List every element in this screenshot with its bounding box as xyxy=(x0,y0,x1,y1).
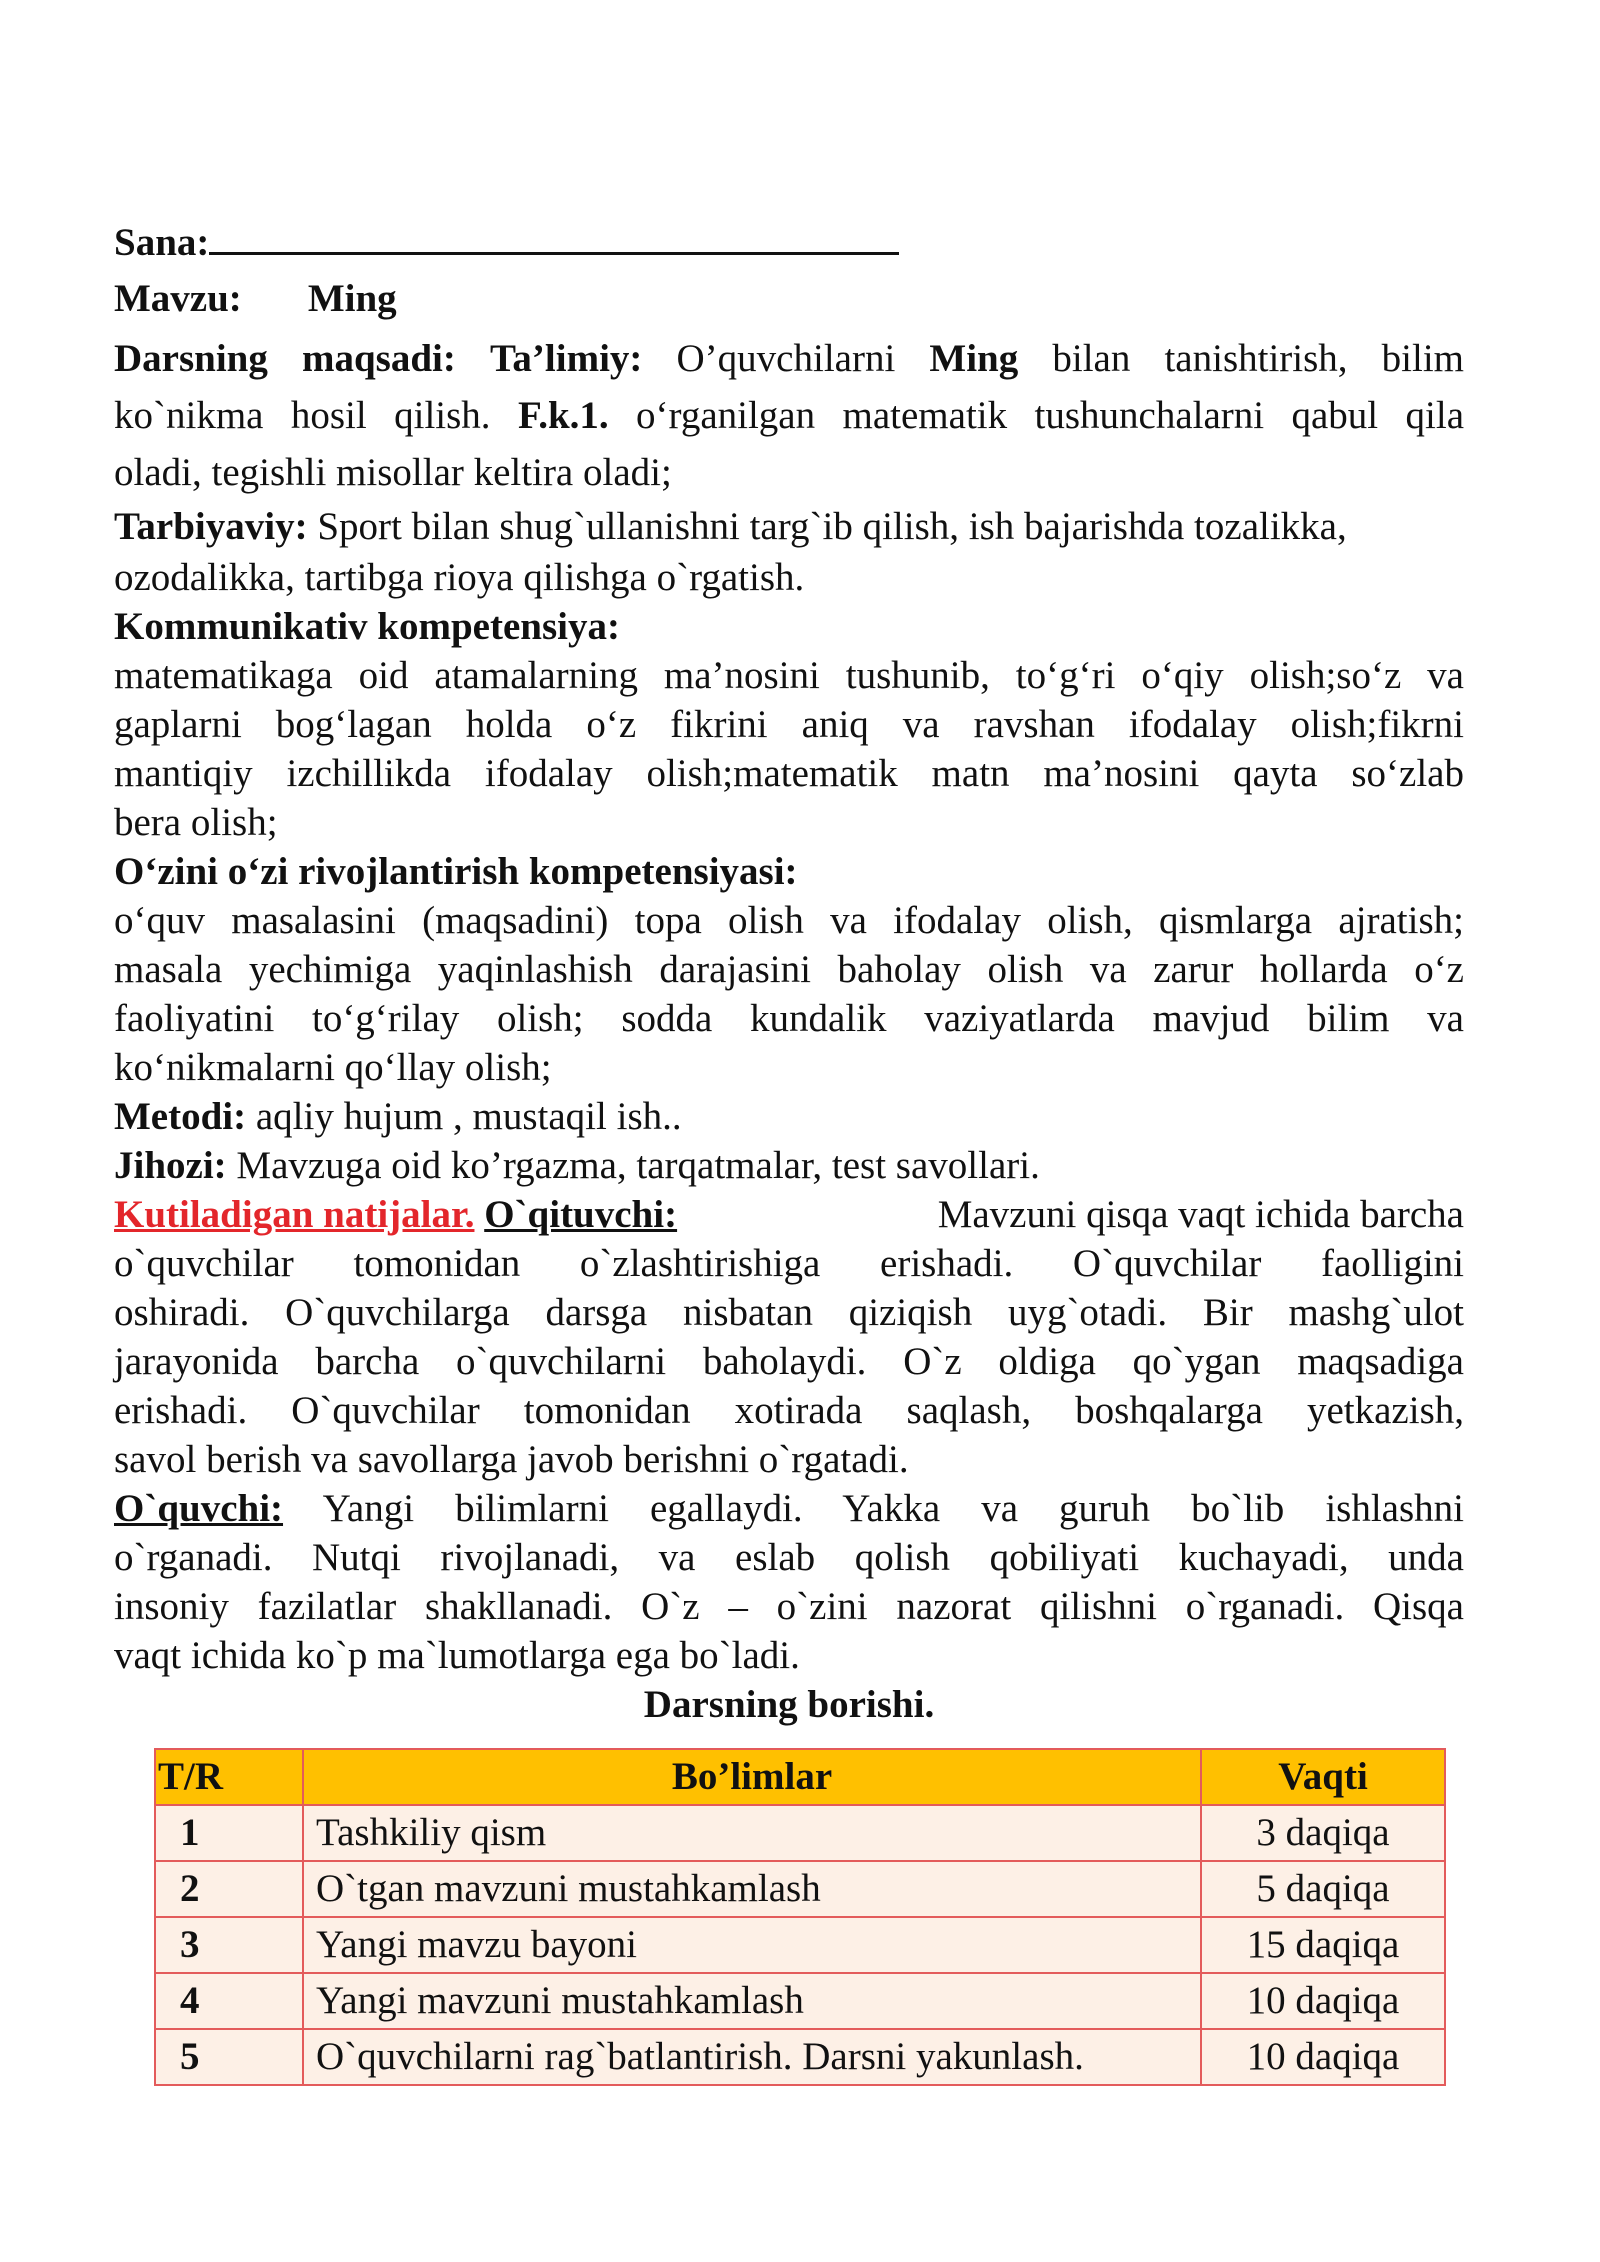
kommunikativ-heading xyxy=(114,602,1464,651)
ozini-line: faoliyatini to‘g‘rilay olish; sodda kundalik vaziyatlarda mavjud bilim va xyxy=(114,997,1464,1040)
table-header-row xyxy=(155,1749,1445,1805)
maqsad-bold-word: Ming xyxy=(929,337,1019,380)
lesson-plan-document xyxy=(114,218,1464,1729)
ozini-heading xyxy=(114,847,1464,896)
row-section: Yangi mavzu bayoni xyxy=(303,1917,1201,1973)
tarbiyaviy-text-1: Sport bilan shug`ullanishni targ`ib qilish, ish bajarishda tozalikka, xyxy=(317,505,1347,548)
row-time: 10 daqiqa xyxy=(1201,2029,1445,2085)
kommunikativ-line: bera olish; xyxy=(114,801,278,844)
maqsad-text-2: bilan tanishtirish, bilim xyxy=(1052,337,1465,380)
natijalar-label: Kutiladigan natijalar. xyxy=(114,1193,475,1236)
row-number: 1 xyxy=(155,1805,303,1861)
column-header: T/R xyxy=(155,1749,303,1805)
oquvchi-line: vaqt ichida ko`p ma`lumotlarga ega bo`ladi. xyxy=(114,1634,800,1677)
natijalar-line: jarayonida barcha o`quvchilarni baholaydi. O`z oldiga qo`ygan maqsadiga xyxy=(114,1340,1464,1383)
jihozi-row xyxy=(114,1141,1464,1190)
row-section: O`quvchilarni rag`batlantirish. Darsni yakunlash. xyxy=(303,2029,1201,2085)
tarbiyaviy-label: Tarbiyaviy: xyxy=(114,505,308,548)
row-number: 3 xyxy=(155,1917,303,1973)
mavzu-value: Ming xyxy=(307,277,397,320)
oquvchi-line-1 xyxy=(114,1484,1464,1533)
oquvchi-text-1: Yangi bilimlarni egallaydi. Yakka va guruh bo`lib ishlashni xyxy=(322,1487,1464,1530)
row-number: 5 xyxy=(155,2029,303,2085)
row-section: Yangi mavzuni mustahkamlash xyxy=(303,1973,1201,2029)
natijalar-line-1 xyxy=(114,1190,1464,1239)
lesson-flow-table xyxy=(154,1748,1446,2086)
table-row xyxy=(155,1917,1445,1973)
maqsad-line-3: oladi, tegishli misollar keltira oladi; xyxy=(114,451,672,494)
metodi-row xyxy=(114,1092,1464,1141)
oqituvchi-label: O`qituvchi: xyxy=(484,1193,678,1236)
mavzu-label: Mavzu: xyxy=(114,277,242,320)
sana-label: Sana: xyxy=(114,221,210,264)
row-section: O`tgan mavzuni mustahkamlash xyxy=(303,1861,1201,1917)
kommunikativ-label: Kommunikativ kompetensiya: xyxy=(114,605,620,648)
row-time: 15 daqiqa xyxy=(1201,1917,1445,1973)
talimiy-label: Ta’limiy: xyxy=(489,337,643,380)
natijalar-line: erishadi. O`quvchilar tomonidan xotirada saqlash, boshqalarga yetkazish, xyxy=(114,1389,1464,1432)
fk-label: F.k.1. xyxy=(517,394,609,437)
row-time: 3 daqiqa xyxy=(1201,1805,1445,1861)
borishi-title: Darsning borishi. xyxy=(643,1683,935,1726)
natijalar-line: savol berish va savollarga javob berishni o`rgatadi. xyxy=(114,1438,909,1481)
tarbiyaviy-line-2: ozodalikka, tartibga rioya qilishga o`rgatish. xyxy=(114,556,805,599)
maqsad-line-1 xyxy=(114,330,1464,387)
row-number: 2 xyxy=(155,1861,303,1917)
jihozi-label: Jihozi: xyxy=(114,1144,227,1187)
oquvchi-line: o`rganadi. Nutqi rivojlanadi, va eslab qolish qobiliyati kuchayadi, unda xyxy=(114,1536,1464,1579)
jihozi-text: Mavzuga oid ko’rgazma, tarqatmalar, test savollari. xyxy=(236,1144,1040,1187)
column-header: Vaqti xyxy=(1201,1749,1445,1805)
ozini-line: ko‘nikmalarni qo‘llay olish; xyxy=(114,1046,552,1089)
mavzu-row xyxy=(114,274,1464,330)
natijalar-line: o`quvchilar tomonidan o`zlashtirishiga erishadi. O`quvchilar faolligini xyxy=(114,1242,1464,1285)
metodi-label: Metodi: xyxy=(114,1095,247,1138)
table-row xyxy=(155,1973,1445,2029)
sana-row xyxy=(114,218,1464,274)
oquvchi-line: insoniy fazilatlar shakllanadi. O`z – o`zini nazorat qilishni o`rganadi. Qisqa xyxy=(114,1585,1464,1628)
kommunikativ-line: mantiqiy izchillikda ifodalay olish;matematik matn ma’nosini qayta so‘zlab xyxy=(114,752,1464,795)
table-row xyxy=(155,1861,1445,1917)
kommunikativ-line: matematikaga oid atamalarning ma’nosini tushunib, to‘g‘ri o‘qiy olish;so‘z va xyxy=(114,654,1464,697)
table-row xyxy=(155,2029,1445,2085)
oquvchi-label: O`quvchi: xyxy=(114,1487,284,1530)
row-time: 10 daqiqa xyxy=(1201,1973,1445,2029)
sana-blank-line xyxy=(209,222,899,255)
natijalar-line: oshiradi. O`quvchilarga darsga nisbatan qiziqish uyg`otadi. Bir mashg`ulot xyxy=(114,1291,1464,1334)
ozini-line: o‘quv masalasini (maqsadini) topa olish va ifodalay olish, qismlarga ajratish; xyxy=(114,899,1464,942)
maqsad-line2-a: ko`nikma hosil qilish. xyxy=(114,394,491,437)
maqsad-text-1: O’quvchilarni xyxy=(676,337,896,380)
ozini-line: masala yechimiga yaqinlashish darajasini baholay olish va zarur hollarda o‘z xyxy=(114,948,1464,991)
metodi-text: aqliy hujum , mustaqil ish.. xyxy=(255,1095,682,1138)
maqsad-line-2 xyxy=(114,387,1464,444)
row-time: 5 daqiqa xyxy=(1201,1861,1445,1917)
kommunikativ-line: gaplarni bog‘lagan holda o‘z fikrini aniq va ravshan ifodalay olish;fikrni xyxy=(114,703,1464,746)
ozini-label: O‘zini o‘zi rivojlantirish kompetensiyasi: xyxy=(114,850,798,893)
maqsad-line2-b: o‘rganilgan matematik tushunchalarni qabul qila xyxy=(636,394,1465,437)
column-header: Bo’limlar xyxy=(303,1749,1201,1805)
table-row xyxy=(155,1805,1445,1861)
row-section: Tashkiliy qism xyxy=(303,1805,1201,1861)
tarbiyaviy-line-1 xyxy=(114,501,1464,553)
natijalar-text-1: Mavzuni qisqa vaqt ichida barcha xyxy=(937,1193,1464,1236)
maqsad-label: Darsning maqsadi: xyxy=(114,337,456,380)
row-number: 4 xyxy=(155,1973,303,2029)
